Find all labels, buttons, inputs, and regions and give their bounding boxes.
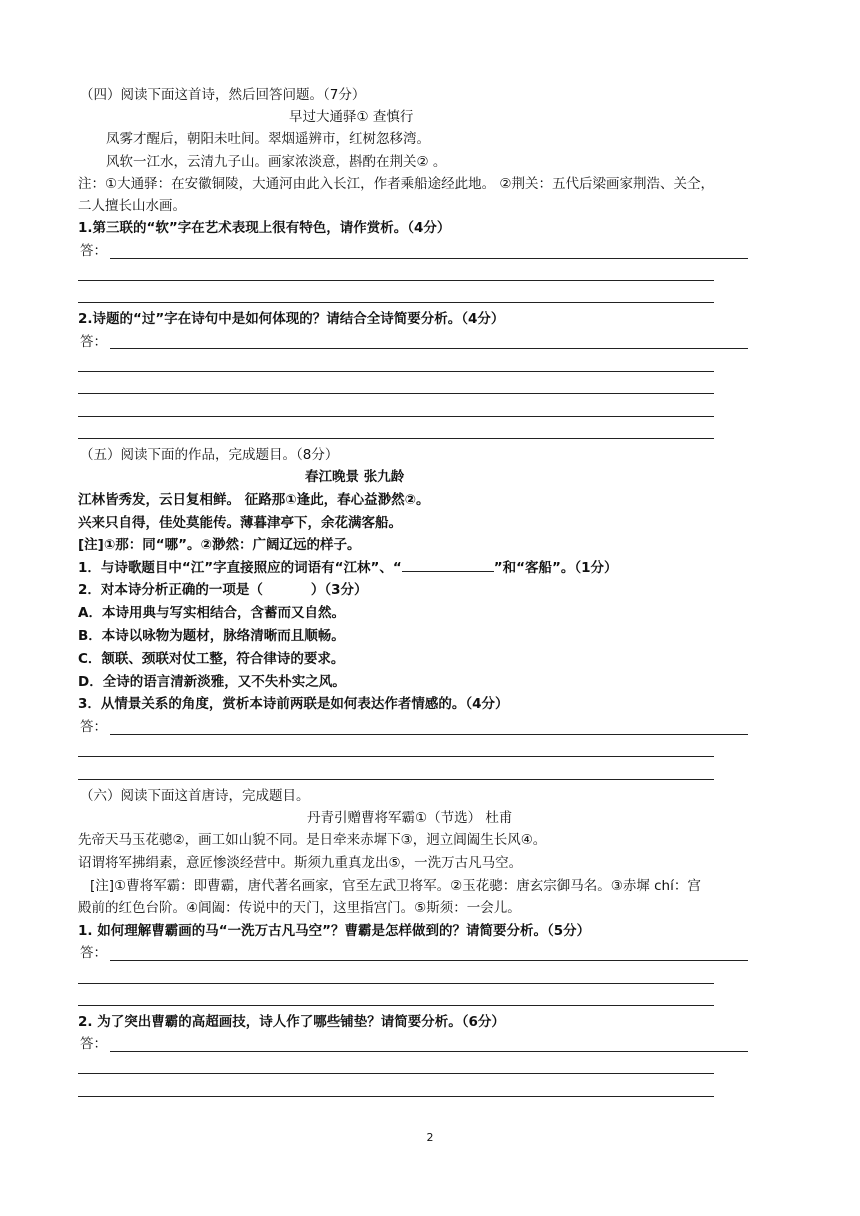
question-text: ）（3分） (310, 582, 368, 598)
answer-line[interactable] (78, 983, 714, 984)
answer-line[interactable] (78, 280, 714, 281)
answer-line[interactable] (78, 1096, 714, 1097)
section5-heading: （五）阅读下面的作品，完成题目。（8分） (80, 447, 339, 463)
answer-line[interactable] (78, 756, 714, 757)
section4-question-2: 2.诗题的“过”字在诗句中是如何体现的？请结合全诗简要分析。（4分） (78, 311, 505, 327)
answer-line[interactable] (110, 258, 748, 259)
section5-question-2 (78, 581, 368, 599)
section6-heading: （六）阅读下面这首唐诗，完成题目。 (80, 788, 310, 804)
section4-poem-line-1: 凤雾才醒后，朝阳未吐间。翠烟遥辨市，红树忽移湾。 (106, 131, 430, 147)
answer-line[interactable] (78, 438, 714, 439)
option-a: A．本诗用典与写实相结合，含蓄而又自然。 (78, 605, 345, 621)
section5-question-3: 3．从情景关系的角度，赏析本诗前两联是如何表达作者情感的。（4分） (78, 696, 509, 712)
question-text: ”和“客船”。（1分） (493, 560, 618, 576)
answer-label: 答： (80, 334, 107, 350)
answer-line[interactable] (78, 302, 714, 303)
section5-poem-title: 春江晚景 张九龄 (305, 469, 405, 485)
answer-label: 答： (80, 945, 107, 961)
answer-line[interactable] (78, 416, 714, 417)
option-c: C．颔联、颈联对仗工整，符合律诗的要求。 (78, 651, 345, 667)
answer-line[interactable] (110, 1051, 748, 1052)
section6-note-2: 殿前的红色台阶。④阊阖：传说中的天门，这里指宫门。⑤斯须：一会儿。 (78, 900, 521, 916)
answer-line[interactable] (110, 348, 748, 349)
answer-label: 答： (80, 243, 107, 259)
section6-poem-line-2: 诏谓将军拂绢素，意匠惨淡经营中。斯须九重真龙出⑤，一洗万古凡马空。 (78, 855, 523, 871)
question-text: 1．与诗歌题目中“江”字直接照应的词语有“江林”、“ (78, 560, 402, 576)
section5-poem-line-1: 江林皆秀发，云日复相鲜。 征路那①逢此，春心益渺然②。 (78, 492, 430, 508)
section4-question-1: 1.第三联的“软”字在艺术表现上很有特色，请作赏析。（4分） (78, 220, 451, 236)
page-number: 2 (426, 1131, 434, 1144)
answer-line[interactable] (78, 779, 714, 780)
answer-line[interactable] (110, 960, 748, 961)
answer-line[interactable] (110, 734, 748, 735)
answer-label: 答： (80, 719, 107, 735)
section6-note-1: [注]①曹将军霸：即曹霸，唐代著名画家，官至左武卫将军。②玉花骢：唐玄宗御马名。③赤墀 chí：宫 (90, 878, 701, 894)
option-d: D．全诗的语言清新淡雅，又不失朴实之风。 (78, 674, 346, 690)
answer-line[interactable] (78, 1005, 714, 1006)
option-b: B．本诗以咏物为题材，脉络清晰而且顺畅。 (78, 628, 345, 644)
question-text: 2．对本诗分析正确的一项是（ (78, 582, 263, 598)
fill-in-blank[interactable] (402, 559, 494, 572)
answer-line[interactable] (78, 393, 714, 394)
section4-note-1: 注：①大通驿：在安徽铜陵，大通河由此入长江，作者乘船途经此地。 ②荆关：五代后梁画家荆浩、关仝， (78, 176, 714, 192)
section5-note: [注]①那：同“哪”。②渺然：广阔辽远的样子。 (78, 537, 361, 553)
section4-heading: （四）阅读下面这首诗，然后回答问题。（7分） (80, 87, 366, 103)
section5-question-1 (78, 559, 618, 577)
section4-note-2: 二人擅长山水画。 (78, 198, 186, 214)
section6-question-2: 2. 为了突出曹霸的高超画技，诗人作了哪些铺垫？请简要分析。（6分） (78, 1014, 505, 1030)
section5-poem-line-2: 兴来只自得，佳处莫能传。薄暮津亭下，余花满客船。 (78, 515, 402, 531)
section6-question-1: 1. 如何理解曹霸画的马“一洗万古凡马空”？曹霸是怎样做到的？请简要分析。（5分） (78, 923, 591, 939)
section6-poem-line-1: 先帝天马玉花骢②，画工如山貌不同。是日牵来赤墀下③，迥立阊阖生长风④。 (78, 832, 547, 848)
section6-poem-title: 丹青引赠曹将军霸①（节选） 杜甫 (307, 810, 513, 826)
answer-line[interactable] (78, 1073, 714, 1074)
answer-label: 答： (80, 1036, 107, 1052)
section4-poem-title: 早过大通驿① 查慎行 (289, 109, 414, 125)
answer-line[interactable] (78, 371, 714, 372)
section4-poem-line-2: 风软一江水，云清九子山。画家浓淡意，斟酌在荆关② 。 (106, 154, 447, 170)
